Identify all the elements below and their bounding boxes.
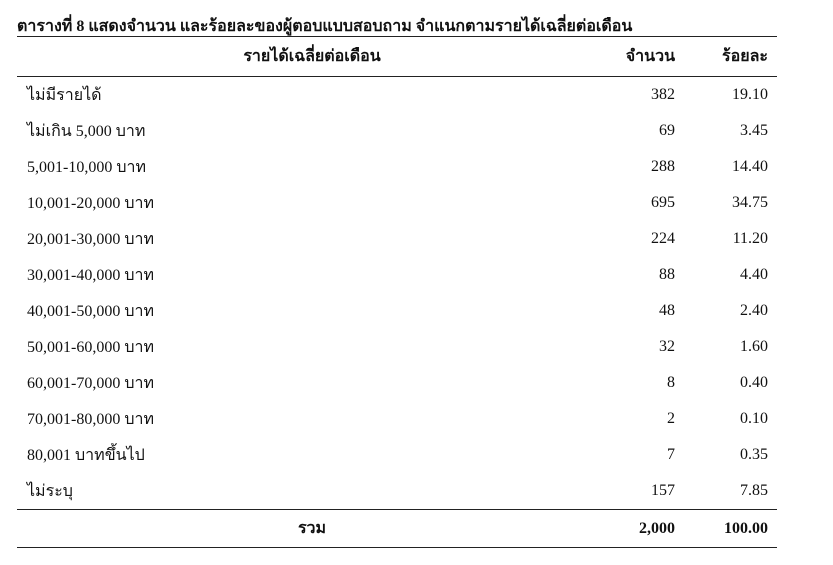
row-count: 7 — [667, 446, 675, 463]
table-row — [17, 149, 777, 185]
row-count: 382 — [651, 86, 675, 103]
table-row — [17, 293, 777, 329]
row-label: 60,001-70,000 บาท — [27, 374, 155, 392]
row-count: 2 — [667, 410, 675, 427]
row-percent: 0.35 — [740, 446, 768, 463]
row-label: 70,001-80,000 บาท — [27, 410, 155, 428]
income-table — [17, 36, 777, 548]
table-total-row — [17, 509, 777, 547]
row-percent: 19.10 — [732, 86, 768, 103]
table-row — [17, 365, 777, 401]
table-row — [17, 221, 777, 257]
row-percent: 11.20 — [732, 230, 768, 247]
row-label: 5,001-10,000 บาท — [27, 158, 147, 176]
header-income: รายได้เฉลี่ยต่อเดือน — [243, 48, 381, 65]
row-percent: 4.40 — [740, 266, 768, 283]
row-label: 50,001-60,000 บาท — [27, 338, 155, 356]
row-count: 48 — [659, 302, 675, 319]
row-label: 20,001-30,000 บาท — [27, 230, 155, 248]
table-body — [17, 77, 777, 509]
row-label: ไม่มีรายได้ — [27, 86, 102, 104]
row-count: 8 — [667, 374, 675, 391]
row-percent: 1.60 — [740, 338, 768, 355]
total-percent: 100.00 — [724, 519, 768, 537]
table-row — [17, 257, 777, 293]
row-label: ไม่ระบุ — [27, 482, 73, 500]
row-count: 224 — [651, 230, 675, 247]
row-label: 30,001-40,000 บาท — [27, 266, 155, 284]
table-row — [17, 401, 777, 437]
table-caption: ตารางที่ 8 แสดงจำนวน และร้อยละของผู้ตอบแบบสอบถาม จำแนกตามรายได้เฉลี่ยต่อเดือน — [17, 18, 633, 35]
row-percent: 2.40 — [740, 302, 768, 319]
row-count: 88 — [659, 266, 675, 283]
table-header-row — [17, 37, 777, 77]
row-percent: 0.10 — [740, 410, 768, 427]
table-row — [17, 437, 777, 473]
row-label: ไม่เกิน 5,000 บาท — [27, 122, 146, 140]
row-label: 40,001-50,000 บาท — [27, 302, 155, 320]
row-count: 32 — [659, 338, 675, 355]
table-row — [17, 185, 777, 221]
row-label: 80,001 บาทขึ้นไป — [27, 446, 145, 464]
row-percent: 7.85 — [740, 482, 768, 499]
row-count: 69 — [659, 122, 675, 139]
table-row — [17, 329, 777, 365]
table-row — [17, 473, 777, 509]
total-label: รวม — [297, 520, 327, 537]
header-percent: ร้อยละ — [722, 48, 768, 65]
table-row — [17, 113, 777, 149]
row-percent: 3.45 — [740, 122, 768, 139]
row-count: 157 — [651, 482, 675, 499]
row-percent: 0.40 — [740, 374, 768, 391]
row-percent: 14.40 — [732, 158, 768, 175]
table-row — [17, 77, 777, 113]
row-count: 695 — [651, 194, 675, 211]
row-percent: 34.75 — [732, 194, 768, 211]
total-count: 2,000 — [639, 519, 675, 537]
row-count: 288 — [651, 158, 675, 175]
row-label: 10,001-20,000 บาท — [27, 194, 155, 212]
header-count: จำนวน — [625, 48, 675, 65]
